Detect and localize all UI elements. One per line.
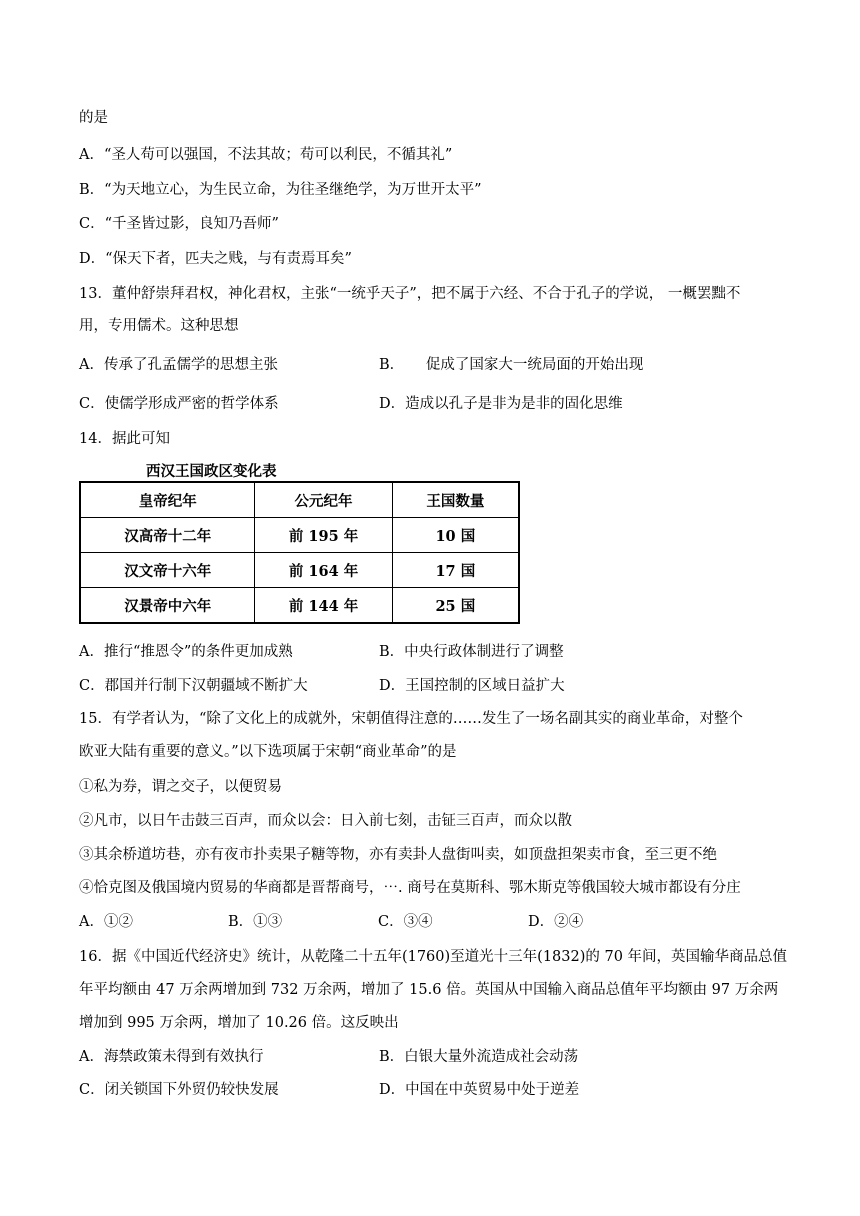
q16-option-a: A．海禁政策未得到有效执行 xyxy=(79,1049,264,1065)
q15-stem-line2: 欧亚大陆有重要的意义。”以下选项属于宋朝“商业革命”的是 xyxy=(79,744,457,760)
q13-option-d: D．造成以孔子是非为是非的固化思维 xyxy=(379,396,623,412)
table-cell: 17 国 xyxy=(392,553,519,588)
table-cell: 前 144 年 xyxy=(255,588,392,624)
q14-option-c: C．郡国并行制下汉朝疆域不断扩大 xyxy=(79,678,308,694)
q15-item-2: ②凡市，以日午击鼓三百声，而众以会：日入前七刻，击钲三百声，而众以散 xyxy=(79,813,572,829)
q16-stem-line2: 年平均额由 47 万余两增加到 732 万余两，增加了 15.6 倍。英国从中国输入商品总值年平均额由 97 万余两 xyxy=(79,982,779,998)
table-header-row xyxy=(80,482,519,518)
q15-option-d: D．②④ xyxy=(528,914,584,930)
table-cell: 汉高帝十二年 xyxy=(80,518,255,553)
table-cell: 汉文帝十六年 xyxy=(80,553,255,588)
q16-stem-line1: 16．据《中国近代经济史》统计，从乾隆二十五年(1760)至道光十三年(1832)的 70 年间，英国输华商品总值 xyxy=(79,949,788,965)
q13-option-a: A．传承了孔孟儒学的思想主张 xyxy=(79,357,278,373)
q12-option-c: C．“千圣皆过影，良知乃吾师” xyxy=(79,216,279,232)
q14-option-b: B．中央行政体制进行了调整 xyxy=(379,644,564,660)
q15-item-1: ①私为券，谓之交子，以便贸易 xyxy=(79,779,282,795)
q14-table-title: 西汉王国政区变化表 xyxy=(146,463,277,480)
q15-option-a: A．①② xyxy=(79,914,133,930)
table-cell: 25 国 xyxy=(392,588,519,624)
table-header-cell: 王国数量 xyxy=(392,482,519,518)
table-cell: 汉景帝中六年 xyxy=(80,588,255,624)
q15-option-b: B．①③ xyxy=(228,914,283,930)
table-header-cell: 公元纪年 xyxy=(255,482,392,518)
table-cell: 10 国 xyxy=(392,518,519,553)
q16-option-b: B．白银大量外流造成社会动荡 xyxy=(379,1049,579,1065)
table-header-cell: 皇帝纪年 xyxy=(80,482,255,518)
q15-stem-line1: 15．有学者认为，“除了文化上的成就外，宋朝值得注意的……发生了一场名副其实的商业革命，对整个 xyxy=(79,711,743,727)
q13-stem-line1: 13．董仲舒崇拜君权，神化君权，主张“一统乎天子”，把不属于六经、不合于孔子的学说， 一概罢黜不 xyxy=(79,286,741,302)
q14-option-d: D．王国控制的区域日益扩大 xyxy=(379,678,565,694)
q12-option-d: D．“保天下者，匹夫之贱，与有责焉耳矣” xyxy=(79,251,352,267)
q12-option-b: B．“为天地立心，为生民立命，为往圣继绝学，为万世开太平” xyxy=(79,182,482,198)
q14-option-a: A．推行“推恩令”的条件更加成熟 xyxy=(79,644,293,660)
table-row xyxy=(80,553,519,588)
q16-stem-line3: 增加到 995 万余两，增加了 10.26 倍。这反映出 xyxy=(79,1015,399,1031)
q16-option-c: C．闭关锁国下外贸仍较快发展 xyxy=(79,1082,279,1098)
q15-item-4: ④恰克图及俄国境内贸易的华商都是晋帮商号，⋯. 商号在莫斯科、鄂木斯克等俄国较大城市都设有分庄 xyxy=(79,880,741,896)
q14-stem: 14．据此可知 xyxy=(79,431,170,447)
q12-stem-tail: 的是 xyxy=(79,110,108,126)
table-cell: 前 164 年 xyxy=(255,553,392,588)
q12-option-a: A．“圣人苟可以强国，不法其故；苟可以利民，不循其礼” xyxy=(79,147,453,163)
q15-option-c: C．③④ xyxy=(378,914,433,930)
q13-option-c: C．使儒学形成严密的哲学体系 xyxy=(79,396,279,412)
q14-table xyxy=(79,481,520,624)
table-row xyxy=(80,588,519,624)
q13-option-b: B． 促成了国家大一统局面的开始出现 xyxy=(379,357,644,373)
table-cell: 前 195 年 xyxy=(255,518,392,553)
q15-item-3: ③其余桥道坊巷，亦有夜市扑卖果子糖等物，亦有卖卦人盘街叫卖，如顶盘担架卖市食，至三更不绝 xyxy=(79,847,717,863)
q16-option-d: D．中国在中英贸易中处于逆差 xyxy=(379,1082,580,1098)
q13-stem-line2: 用，专用儒术。这种思想 xyxy=(79,318,239,334)
table-row xyxy=(80,518,519,553)
